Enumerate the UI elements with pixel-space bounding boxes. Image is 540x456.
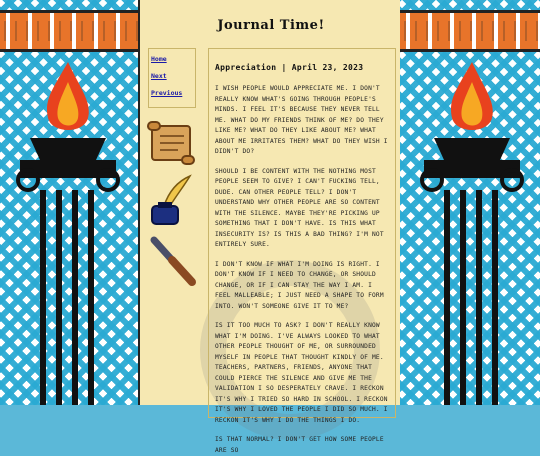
entry-heading: Appreciation | April 23, 2023: [215, 63, 364, 72]
right-decor-panel: [400, 0, 540, 405]
column-torch-illustration: [0, 0, 138, 405]
flame-icon: [47, 62, 89, 130]
entry-paragraph: IS THAT NORMAL? I DON'T GET HOW SOME PEOPLE ARE SO: [215, 436, 384, 454]
journal-entry: [208, 48, 396, 454]
nav-link-next[interactable]: Next: [151, 72, 167, 80]
journal-panel: [138, 0, 404, 454]
entry-paragraph: I DON'T KNOW IF WHAT I'M DOING IS RIGHT. I DON'T KNOW IF I NEED TO CHANGE, OR SHOULD CHANGE, OR IF I CAN STAY THE WAY I AM. I FEEL MALLEABLE; I JUST NEED A SHAPE TO FORM INTO. WON'T SOMEONE GIVE IT TO ME?: [215, 260, 384, 310]
nav-link-previous[interactable]: Previous: [151, 89, 183, 97]
nav-link-home[interactable]: Home: [151, 55, 167, 63]
left-decor-panel: [0, 0, 138, 405]
icon-column: [146, 118, 198, 292]
navigation-box: [148, 48, 196, 108]
scroll-icon: [146, 118, 198, 168]
entry-paragraph: I WISH PEOPLE WOULD APPRECIATE ME. I DON'T REALLY KNOW WHAT'S GOING THROUGH PEOPLE'S MINDS. I FEEL IT'S BECAUSE THEY NEVER TELL ME. WHAT DO MY FRIENDS THINK OF ME? DO THEY LIKE ME? WHAT DO THEY LIKE ABOUT ME? WHAT ABOUT ME IRRITATES THEM? WHAT DO THEY WISH I DIDN'T DO?: [215, 85, 388, 155]
quill-inkwell-icon: [146, 172, 198, 228]
entry-paragraph: IS IT TOO MUCH TO ASK? I DON'T REALLY KNOW WHAT I'M DOING. I'VE ALWAYS LOOKED TO WHAT OTHER PEOPLE THOUGHT OF ME, OR SURROUNDED MYSELF IN PEOPLE THAT THOUGHT KINDLY OF ME. TEACHERS, PARTNERS, FRIENDS, ANYONE THAT COULD PIERCE THE SILENCE AND GIVE ME THE VALIDATION I SO DESPERATELY CRAVE. I RECKON IT'S WHY I TRIED SO HARD IN SCHOOL. I RECKON IT'S WHY I LOVED THE PEOPLE I DID SO MUCH. I RECKON IT'S WHY I DO THE THINGS I DO.: [215, 322, 388, 424]
page-title: Journal Time!: [217, 18, 325, 33]
entry-paragraph: SHOULD I BE CONTENT WITH THE NOTHING MOST PEOPLE SEEM TO GIVE? I CAN'T FUCKING TELL, DUDE. CAN OTHER PEOPLE TELL? I DON'T UNDERSTAND WHY OTHER PEOPLE ARE SO CONTENT WITH THE SILENCE. MAYBE THEY'RE PICKING UP SOMETHING THAT I DON'T HAVE. IS THIS WHAT INSECURITY IS? IS THIS A BAD THING? I'M NOT ENTIRELY SURE.: [215, 167, 384, 248]
flame-icon: [451, 62, 493, 130]
column-torch-illustration: [400, 0, 540, 405]
chisel-icon: [146, 232, 198, 288]
